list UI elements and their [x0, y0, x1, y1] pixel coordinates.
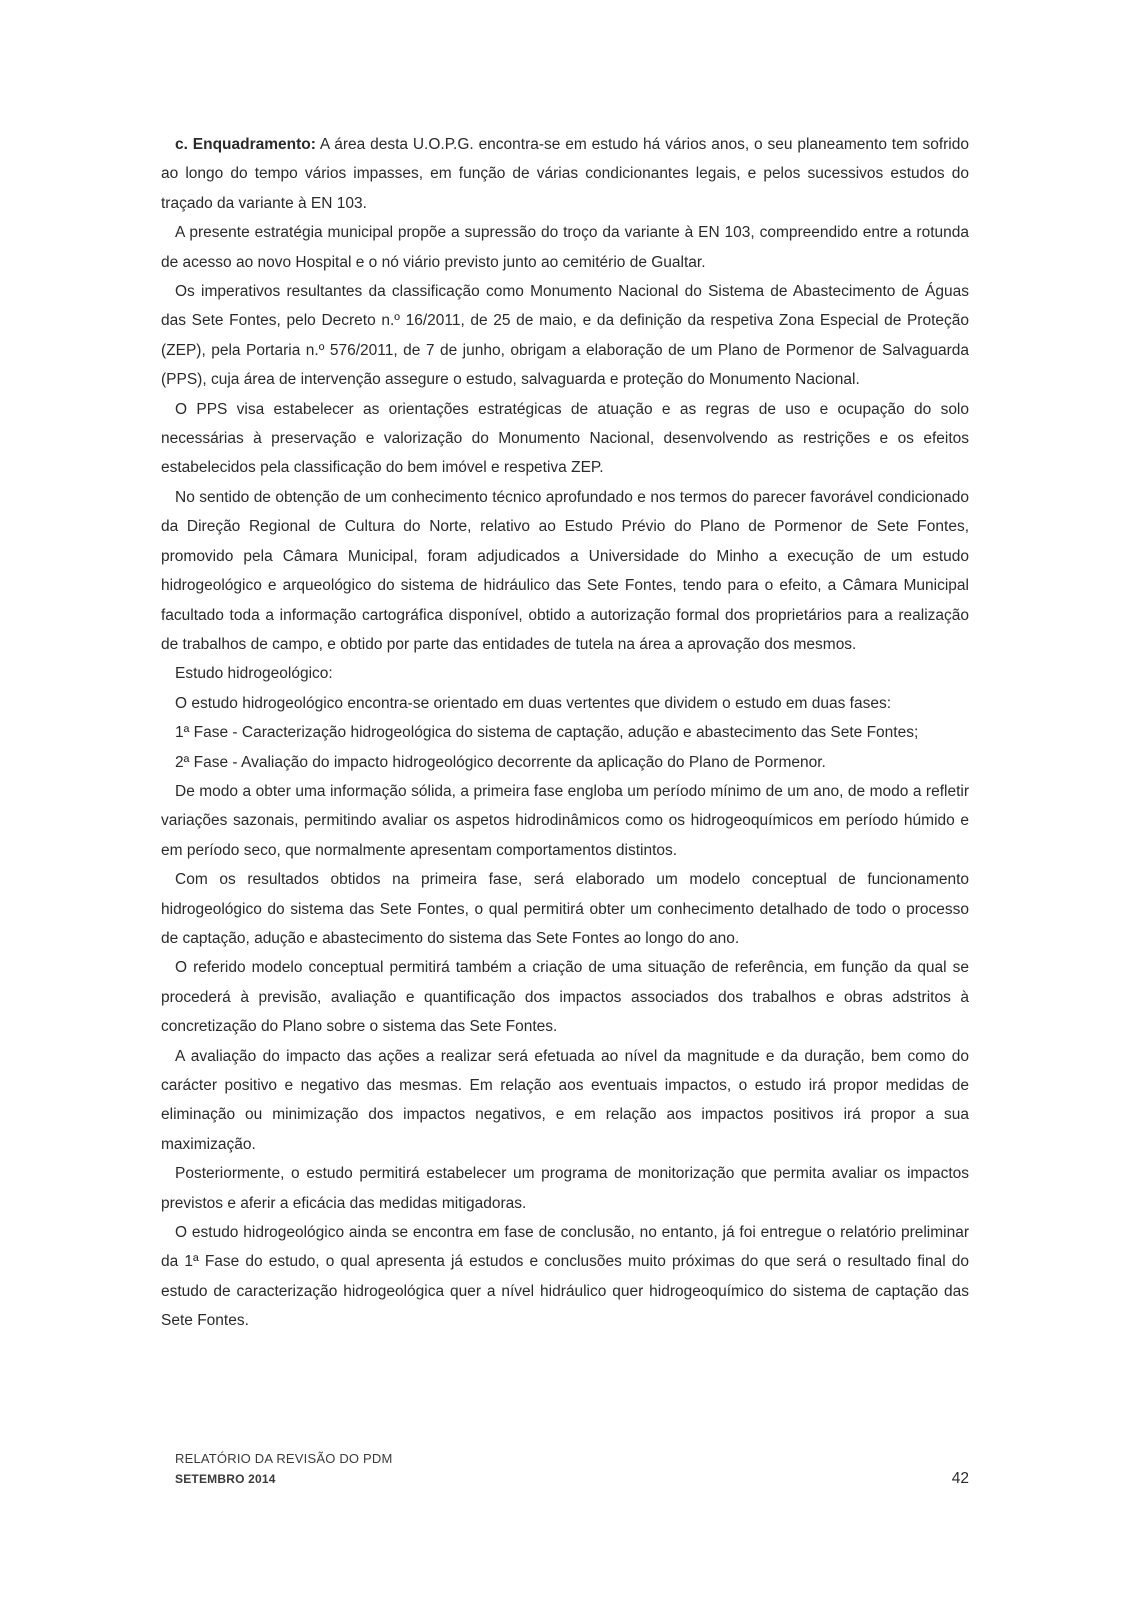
paragraph: De modo a obter uma informação sólida, a primeira fase engloba um período mínimo de um ano, de modo a refletir variações sazonais, permitindo avaliar os aspetos hidrodinâmicos como os hidrogeoquímicos em período húmido e em período seco, que normalmente apresentam comportamentos distintos. — [161, 782, 969, 859]
paragraph: Os imperativos resultantes da classificação como Monumento Nacional do Sistema de Abastecimento de Águas das Sete Fontes, pelo Decreto n.º 16/2011, de 25 de maio, e da definição da respetiva Zona Especial de Proteção (ZEP), pela Portaria n.º 576/2011, de 7 de junho, obrigam a elaboração de um Plano de Pormenor de Salvaguarda (PPS), cuja área de intervenção assegure o estudo, salvaguarda e proteção do Monumento Nacional. — [161, 283, 969, 389]
paragraph-text: A área desta U.O.P.G. encontra-se em estudo há vários anos, o seu planeamento tem sofrido ao longo do tempo vários impasses, em função de várias condicionantes legais, e pelos sucessivos estudos do traçado da variante à EN 103. — [161, 136, 969, 212]
paragraph: O estudo hidrogeológico ainda se encontra em fase de conclusão, no entanto, já foi entregue o relatório preliminar da 1ª Fase do estudo, o qual apresenta já estudos e conclusões muito próximas do que será o resultado final do estudo de caracterização hidrogeológica quer a nível hidráulico quer hidrogeoquímico do sistema de captação das Sete Fontes. — [161, 1224, 969, 1330]
paragraph: O PPS visa estabelecer as orientações estratégicas de atuação e as regras de uso e ocupação do solo necessárias à preservação e valorização do Monumento Nacional, desenvolvendo as restrições e os efeitos estabelecidos pela classificação do bem imóvel e respetiva ZEP. — [161, 400, 969, 477]
phase-1-item: 1ª Fase - Caracterização hidrogeológica do sistema de captação, adução e abastecimento das Sete Fontes; — [175, 724, 919, 742]
paragraph-enquadramento — [161, 130, 969, 218]
phase-2-item: 2ª Fase - Avaliação do impacto hidrogeológico decorrente da aplicação do Plano de Pormenor. — [175, 753, 826, 771]
paragraph: Posteriormente, o estudo permitirá estabelecer um programa de monitorização que permita avaliar os impactos previstos e aferir a eficácia das medidas mitigadoras. — [161, 1165, 969, 1212]
page-footer — [175, 1449, 393, 1489]
paragraph: A avaliação do impacto das ações a realizar será efetuada ao nível da magnitude e da duração, bem como do carácter positivo e negativo das mesmas. Em relação aos eventuais impactos, o estudo irá propor medidas de eliminação ou minimização dos impactos negativos, e em relação aos impactos positivos irá propor a sua maximização. — [161, 1047, 969, 1153]
document-body — [161, 130, 969, 1336]
footer-date: SETEMBRO 2014 — [175, 1472, 276, 1486]
footer-report-title: RELATÓRIO DA REVISÃO DO PDM — [175, 1451, 393, 1466]
page-number: 42 — [951, 1470, 969, 1487]
paragraph: O referido modelo conceptual permitirá também a criação de uma situação de referência, em função da qual se procederá à previsão, avaliação e quantificação dos impactos associados dos trabalhos e obras adstritos à concretização do Plano sobre o sistema das Sete Fontes. — [161, 959, 969, 1036]
paragraph: O estudo hidrogeológico encontra-se orientado em duas vertentes que dividem o estudo em duas fases: — [175, 694, 892, 712]
section-lead-label: c. Enquadramento: — [175, 136, 316, 153]
paragraph: No sentido de obtenção de um conhecimento técnico aprofundado e nos termos do parecer favorável condicionado da Direção Regional de Cultura do Norte, relativo ao Estudo Prévio do Plano de Pormenor de Sete Fontes, promovido pela Câmara Municipal, foram adjudicados a Universidade do Minho a execução de um estudo hidrogeológico e arqueológico do sistema de hidráulico das Sete Fontes, tendo para o efeito, a Câmara Municipal facultado toda a informação cartográfica disponível, obtido a autorização formal dos proprietários para a realização de trabalhos de campo, e obtido por parte das entidades de tutela na área a aprovação dos mesmos. — [161, 488, 969, 653]
paragraph: Com os resultados obtidos na primeira fase, será elaborado um modelo conceptual de funcionamento hidrogeológico do sistema das Sete Fontes, o qual permitirá obter um conhecimento detalhado de todo o processo de captação, adução e abastecimento do sistema das Sete Fontes ao longo do ano. — [161, 871, 969, 947]
subheading-estudo-hidrogeologico: Estudo hidrogeológico: — [175, 665, 333, 683]
paragraph: A presente estratégia municipal propõe a supressão do troço da variante à EN 103, compreendido entre a rotunda de acesso ao novo Hospital e o nó viário previsto junto ao cemitério de Gualtar. — [161, 224, 969, 271]
